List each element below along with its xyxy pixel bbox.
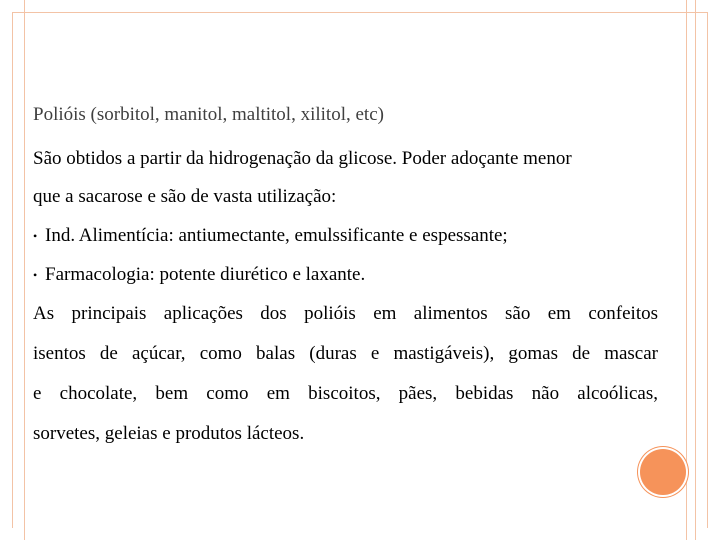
paragraph-line-2: isentos de açúcar, como balas (duras e mastigáveis), gomas de mascar (33, 343, 658, 364)
bullet-icon: • (33, 268, 38, 283)
slide-title: Polióis (sorbitol, manitol, maltitol, xilitol, etc) (33, 104, 384, 125)
bullet-icon: • (33, 229, 38, 244)
paragraph-line-1: As principais aplicações dos polióis em alimentos são em confeitos (33, 303, 658, 324)
intro-line-2: que a sacarose e são de vasta utilização: (33, 186, 337, 207)
left-decorative-line (24, 0, 25, 540)
paragraph-line-4: sorvetes, geleias e produtos lácteos. (33, 423, 305, 444)
accent-circle-icon (640, 449, 686, 495)
bullet-item-food-industry (33, 225, 508, 247)
right-decorative-line-outer (695, 0, 696, 540)
paragraph-line-3: e chocolate, bem como em biscoitos, pães, bebidas não alcoólicas, (33, 383, 658, 404)
bullet-text: Farmacologia: potente diurético e laxante. (45, 264, 366, 285)
intro-line-1: São obtidos a partir da hidrogenação da glicose. Poder adoçante menor (33, 148, 572, 169)
right-decorative-line-inner (686, 0, 687, 540)
bullet-item-pharmacology (33, 264, 365, 286)
bullet-text: Ind. Alimentícia: antiumectante, emulssificante e espessante; (45, 225, 508, 246)
